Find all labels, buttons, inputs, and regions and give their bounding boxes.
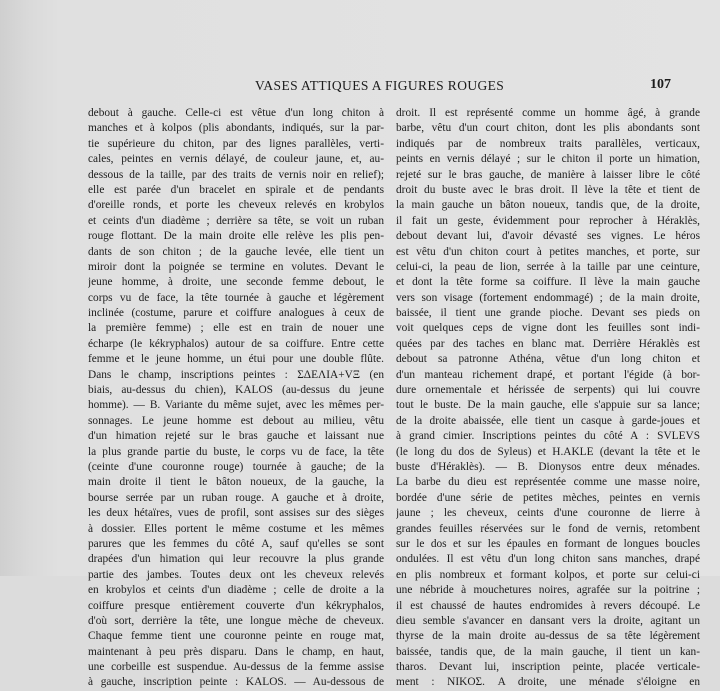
left-column-line: une corbeille est suspendue. Au-dessus de la femme assise — [88, 661, 384, 674]
left-column-line: (ceinte d'une couronne rouge) tournée à gauche; de la — [88, 460, 384, 473]
right-column-line: de la droite abaissée, elle tient un casque à garde-joues et — [396, 414, 700, 427]
page-number: 107 — [650, 77, 671, 92]
right-column-line: à grand cimier. Inscriptions peintes du côté A : SVLEVS — [396, 430, 700, 443]
right-column-line: il fait un geste, évidemment pour reprocher à Héraklès, — [396, 214, 700, 227]
left-column-line: écharpe (le kékryphalos) autour de sa coiffure. Entre cette — [88, 337, 384, 350]
left-column-line: bourse serrée par un ruban rouge. A gauche et à droite, — [88, 491, 384, 504]
right-column-line: jaune ; les cheveux, ceints d'une couronne de lierre à — [396, 507, 700, 520]
right-column-line: sur le dos et sur les épaules en formant de longues boucles — [396, 537, 700, 550]
right-column-line: la main gauche un bâton noueux, tandis que, de la droite, — [396, 199, 700, 212]
right-column-line: baissée, il tient une grande pioche. Devant ses pieds on — [396, 307, 700, 320]
running-title: VASES ATTIQUES A FIGURES ROUGES — [255, 78, 505, 93]
left-column-line: à gauche, inscription peinte : KALOS. — Au-dessous de — [88, 676, 384, 689]
right-column-line: indiqués par de nombreux traits parallèles, verticaux, — [396, 137, 700, 150]
left-column-line: Chaque femme tient une couronne peinte en rouge mat, — [88, 630, 384, 643]
right-column-line: dure ornementale et hérissée de serpents) qui lui couvre — [396, 384, 700, 397]
left-column-line: cales, peintes en vernis délayé, de couleur jaune, et, au- — [88, 153, 384, 166]
left-column-line: manches et à kolpos (plis abondants, indiqués, sur la par- — [88, 122, 384, 135]
left-column-line: la première femme) ; elle est en train de nouer une — [88, 322, 384, 335]
left-column-line: debout à gauche. Celle-ci est vêtue d'un long chiton à — [88, 107, 384, 119]
left-column-line: femme et le jeune homme, un étui pour une double flûte. — [88, 353, 384, 366]
left-column-line: coiffure presque entièrement couverte d'un kékryphalos, — [88, 599, 384, 612]
left-column-line: à dossier. Elles portent le même costume et les mêmes — [88, 522, 384, 535]
right-column-line: vers son visage (fortement endommagé) ; de la main droite, — [396, 291, 700, 304]
left-column-line: d'oreille ronds, et porte les cheveux relevés en krobylos — [88, 199, 384, 212]
left-column-line: partie des jambes. Toutes deux ont les cheveux relevés — [88, 568, 384, 581]
page-header — [0, 76, 720, 96]
left-column-line: d'un himation rejeté sur le bras gauche et laissant nue — [88, 430, 384, 443]
left-column-line: jeune homme, à droite, une seconde femme debout, le — [88, 276, 384, 289]
left-column-line: tie supérieure du chiton, par des lignes parallèles, verti- — [88, 137, 384, 150]
left-column-line: d'où sort, derrière la tête, une longue mèche de cheveux. — [88, 614, 384, 627]
left-column-line: corps vu de face, la tête tournée à gauche et légèrement — [88, 291, 384, 304]
right-column-line: bordée d'une série de petites mèches, peintes en vernis — [396, 491, 700, 504]
right-column-line: debout sa patronne Athéna, vêtue d'un long chiton et — [396, 353, 700, 366]
right-column-line: tharos. Devant lui, inscription peinte, placée verticale- — [396, 661, 700, 674]
right-column-line: peints en vernis délayé ; sur le chiton il porte un himation, — [396, 153, 700, 166]
right-column-line: tout le buste. De la main gauche, elle s'appuie sur sa lance; — [396, 399, 700, 412]
left-column-line: main droite il tient le bâton noueux, de la gauche, la — [88, 476, 384, 489]
left-column-line: maintenant à peu près disparu. Dans le champ, en haut, — [88, 645, 384, 658]
right-column-line: en plis nombreux et formant kolpos, et porte sur celui-ci — [396, 568, 700, 581]
left-column-line: rouge flottant. De la main droite elle relève les plis pen- — [88, 230, 384, 243]
left-column-line: biais, au-dessus du chien), KALOS (au-dessus du jeune — [88, 384, 384, 397]
left-column-line: les deux hétaïres, vues de profil, sont assises sur des sièges — [88, 507, 384, 520]
left-column-line: elle est parée d'un bracelet en spirale et de pendants — [88, 183, 384, 196]
left-column-line: la plus grande partie du buste, le corps vu de face, la tête — [88, 445, 384, 458]
right-column-line: ment : NIKOΣ. A droite, une ménade s'éloigne en — [396, 676, 700, 689]
left-column-line: dants de son chiton ; de la gauche levée, elle tient un — [88, 245, 384, 258]
right-column-line: debout devant lui, d'avoir dévasté ses vignes. Le héros — [396, 230, 700, 243]
right-column-line: il est chaussé de hautes endromides à revers découpé. Le — [396, 599, 700, 612]
right-column-line: baissée, tandis que, de la main gauche, il tient un kan- — [396, 645, 700, 658]
left-column-line: homme). — B. Variante du même sujet, avec les mêmes per- — [88, 399, 384, 412]
left-column-line: miroir dont la poignée se termine en volutes. Devant le — [88, 260, 384, 273]
right-column-line: droit du buste avec le bras droit. Il lève la tête et tient de — [396, 183, 700, 196]
right-column-line: rejeté sur le bras gauche, de manière à laisser libre le côté — [396, 168, 700, 181]
right-column-line: d'un manteau richement drapé, et portant l'égide (à bor- — [396, 368, 700, 381]
left-column-line: sonnages. Le jeune homme est debout au milieu, vêtu — [88, 414, 384, 427]
right-column-line: voit quelques ceps de vigne dont les feuilles sont indi- — [396, 322, 700, 335]
right-column-line: barbe, vêtu d'un court chiton, dont les plis abondants sont — [396, 122, 700, 135]
left-column-line: Dans le champ, inscriptions peintes : ΣΔΕΛΙΑ+VΞ (en — [88, 368, 384, 381]
left-column-line: inclinée (costume, parure et coiffure analogues à ceux de — [88, 307, 384, 320]
right-column-line: thyrse de la main droite au-dessus de sa tête légèrement — [396, 630, 700, 643]
left-column-line: dessous de la taille, par des traits de vernis noir en relief); — [88, 168, 384, 181]
right-column-line: buste d'Héraklès). — B. Dionysos entre deux ménades. — [396, 460, 700, 473]
right-column-line: est vêtu d'un chiton court à petites manches, et porte, sur — [396, 245, 700, 258]
left-column-line: drapées d'un himation qui leur recouvre la plus grande — [88, 553, 384, 566]
right-column-line: grandes feuilles réservées sur le fond de vernis, retombent — [396, 522, 700, 535]
left-column-line: et ceints d'un diadème ; derrière sa tête, se voit un ruban — [88, 214, 384, 227]
right-column-line: dieu semble s'avancer en dansant vers la droite, agitant un — [396, 614, 700, 627]
text-column-right — [396, 106, 700, 691]
right-column-line: celui-ci, la peau de lion, serrée à la taille par une ceinture, — [396, 260, 700, 273]
left-column-line: en krobylos et ceints d'un diadème ; celle de droite a la — [88, 584, 384, 597]
right-column-line: et dont la tête forme sa coiffure. Il lève la main gauche — [396, 276, 700, 289]
right-column-line: La barbe du dieu est représentée comme une masse noire, — [396, 476, 700, 489]
text-column-left — [88, 106, 384, 691]
left-column-line: parures que les femmes du côté A, sauf qu'elles se sont — [88, 537, 384, 550]
right-column-line: droit. Il est représenté comme un homme âgé, à grande — [396, 107, 700, 119]
right-column-line: ondulées. Il est vêtu d'un long chiton sans manches, drapé — [396, 553, 700, 566]
right-column-line: une nébride à mouchetures noires, agrafée sur la poitrine ; — [396, 584, 700, 597]
right-column-line: (le long du dos de Syleus) et H.AKLE (devant la tête et le — [396, 445, 700, 458]
right-column-line: quées par des taches en blanc mat. Derrière Héraklès est — [396, 337, 700, 350]
